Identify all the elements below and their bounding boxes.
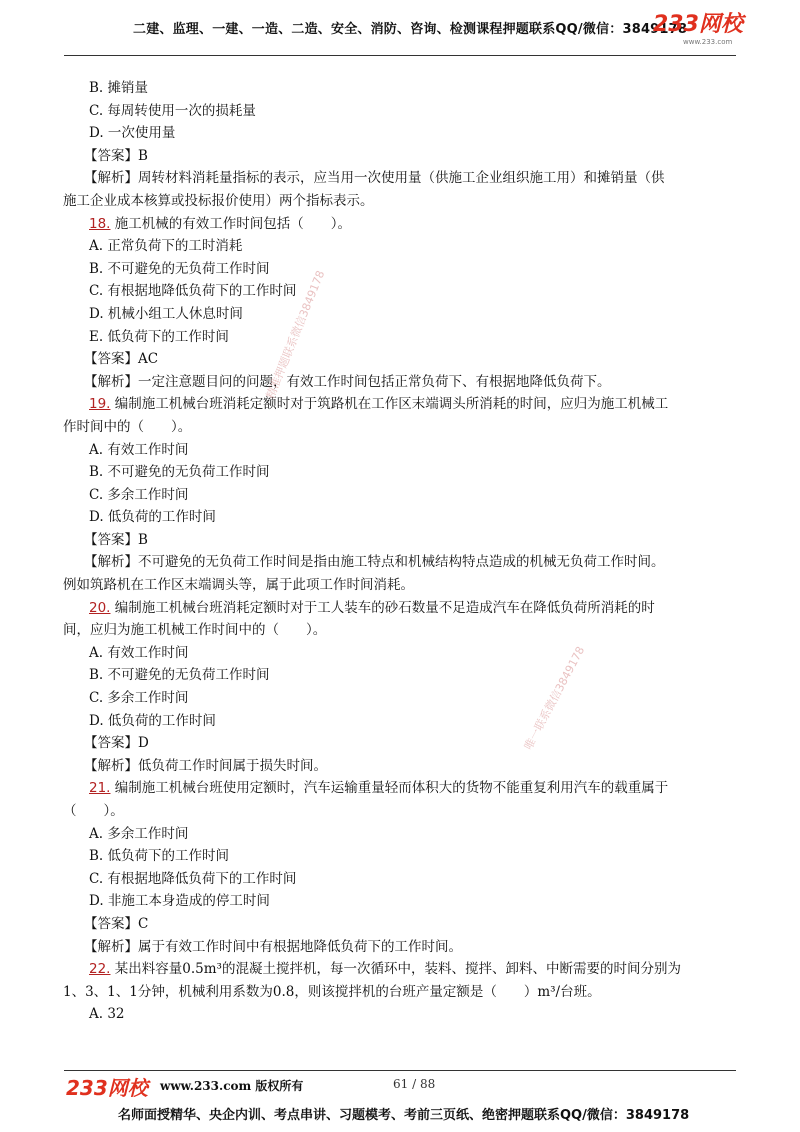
option-line (63, 642, 747, 665)
option-line (63, 1003, 747, 1026)
line-text: B. 低负荷下的工作时间 (89, 848, 230, 865)
option-line (63, 664, 747, 687)
line-text: D. 一次使用量 (89, 125, 176, 142)
option-line (63, 258, 747, 281)
line-text: A. 有效工作时间 (89, 441, 189, 458)
option-line (63, 868, 747, 891)
question-line (63, 597, 747, 620)
answer-line (63, 732, 747, 755)
option-line (63, 710, 747, 733)
text-line (63, 800, 747, 823)
footer-divider (64, 1070, 736, 1071)
line-text: C. 多余工作时间 (89, 690, 189, 707)
answer-line (63, 167, 747, 190)
line-text: E. 低负荷下的工作时间 (89, 328, 229, 345)
option-line (63, 326, 747, 349)
watermark-1: 精准押题联系微信3849178 (263, 268, 328, 401)
answer-line (63, 551, 747, 574)
question-number: 21. (89, 780, 111, 797)
question-line (63, 213, 747, 236)
line-text: C. 多余工作时间 (89, 486, 189, 503)
question-line (63, 777, 747, 800)
line-text: C. 有根据地降低负荷下的工作时间 (89, 283, 297, 300)
answer-line (63, 913, 747, 936)
option-line (63, 687, 747, 710)
answer-line (63, 936, 747, 959)
line-text: 作时间中的（ ）。 (63, 418, 192, 435)
brand-logo: 233网校 (653, 12, 743, 37)
line-text: B. 摊销量 (89, 80, 149, 96)
option-line (63, 122, 747, 145)
page-number: 61 / 88 (393, 1077, 436, 1091)
option-line (63, 484, 747, 507)
answer-line (63, 348, 747, 371)
question-number: 18. (89, 215, 111, 232)
answer-line (63, 145, 747, 168)
option-line (63, 100, 747, 123)
question-number: 22. (89, 961, 111, 978)
text-line (63, 190, 747, 213)
option-line (63, 845, 747, 868)
line-text: 【解析】低负荷工作时间属于损失时间。 (84, 757, 327, 774)
line-text: 施工机械的有效工作时间包括（ ）。 (110, 215, 352, 232)
line-text: A. 多余工作时间 (89, 825, 189, 842)
line-text: C. 每周转使用一次的损耗量 (89, 102, 256, 119)
text-line (63, 619, 747, 642)
line-text: 【解析】属于有效工作时间中有根据地降低负荷下的工作时间。 (84, 938, 462, 955)
line-text: （ ）。 (63, 803, 124, 819)
line-text: 【答案】B (84, 531, 148, 548)
line-text: D. 低负荷的工作时间 (89, 712, 216, 729)
line-text: 间，应归为施工机械工作时间中的（ ）。 (63, 622, 327, 639)
question-line (63, 958, 747, 981)
option-line (63, 235, 747, 258)
line-text: 【答案】D (84, 735, 149, 752)
line-text: 【答案】C (84, 915, 149, 932)
question-number: 20. (89, 599, 111, 616)
line-text: B. 不可避免的无负荷工作时间 (89, 260, 270, 277)
answer-line (63, 529, 747, 552)
line-text: 【解析】一定注意题目问的问题，有效工作时间包括正常负荷下、有根据地降低负荷下。 (84, 373, 611, 390)
line-text: A. 32 (89, 1006, 125, 1023)
line-text: 编制施工机械台班使用定额时，汽车运输重量轻而体积大的货物不能重复利用汽车的载重属于 (110, 780, 669, 797)
line-text: A. 正常负荷下的工时消耗 (89, 238, 243, 255)
header-divider (64, 55, 736, 56)
text-line (63, 981, 747, 1004)
line-text: D. 机械小组工人休息时间 (89, 305, 243, 322)
footer-copyright: www.233.com 版权所有 (160, 1079, 304, 1093)
line-text: 【答案】B (84, 147, 148, 164)
line-text: A. 有效工作时间 (89, 644, 189, 661)
option-line (63, 823, 747, 846)
line-text: 【解析】不可避免的无负荷工作时间是指由施工特点和机械结构特点造成的机械无负荷工作时间。 (84, 554, 665, 571)
option-line (63, 461, 747, 484)
option-line (63, 77, 747, 100)
header-contact-text: 二建、监理、一建、一造、二造、安全、消防、咨询、检测课程押题联系QQ/微信：3849178 (133, 22, 688, 37)
option-line (63, 439, 747, 462)
footer-logo: 233网校 (66, 1076, 148, 1100)
document-body (63, 77, 747, 1026)
line-text: 施工企业成本核算或投标报价使用）两个指标表示。 (63, 192, 374, 209)
line-text: 某出料容量0.5m³的混凝土搅拌机，每一次循环中，装料、搅拌、卸料、中断需要的时间分别为 (110, 961, 681, 978)
option-line (63, 506, 747, 529)
line-text: 编制施工机械台班消耗定额时对于工人装车的砂石数量不足造成汽车在降低负荷所消耗的时 (110, 599, 655, 616)
line-text: 【解析】周转材料消耗量指标的表示，应当用一次使用量（供施工企业组织施工用）和摊销量（供 (84, 170, 665, 187)
brand-logo-url: www.233.com (683, 38, 733, 46)
line-text: 【答案】AC (84, 351, 159, 368)
line-text: 1、3、1、1分钟，机械利用系数为0.8，则该搅拌机的台班产量定额是（ ）m³/台班。 (63, 983, 601, 1000)
watermark-2: 唯一联系微信3849178 (521, 644, 588, 753)
answer-line (63, 755, 747, 778)
option-line (63, 303, 747, 326)
line-text: 例如筑路机在工作区末端调头等，属于此项工作时间消耗。 (63, 577, 414, 594)
option-line (63, 280, 747, 303)
line-text: D. 低负荷的工作时间 (89, 509, 216, 526)
answer-line (63, 371, 747, 394)
text-line (63, 416, 747, 439)
option-line (63, 890, 747, 913)
line-text: B. 不可避免的无负荷工作时间 (89, 464, 270, 481)
text-line (63, 574, 747, 597)
line-text: 编制施工机械台班消耗定额时对于筑路机在工作区末端调头所消耗的时间，应归为施工机械工 (110, 396, 669, 413)
line-text: C. 有根据地降低负荷下的工作时间 (89, 870, 297, 887)
line-text: D. 非施工本身造成的停工时间 (89, 893, 270, 910)
question-number: 19. (89, 396, 111, 413)
line-text: B. 不可避免的无负荷工作时间 (89, 667, 270, 684)
footer-contact-text: 名师面授精华、央企内训、考点串讲、习题模考、考前三页纸、绝密押题联系QQ/微信：3849178 (118, 1108, 690, 1123)
question-line (63, 393, 747, 416)
